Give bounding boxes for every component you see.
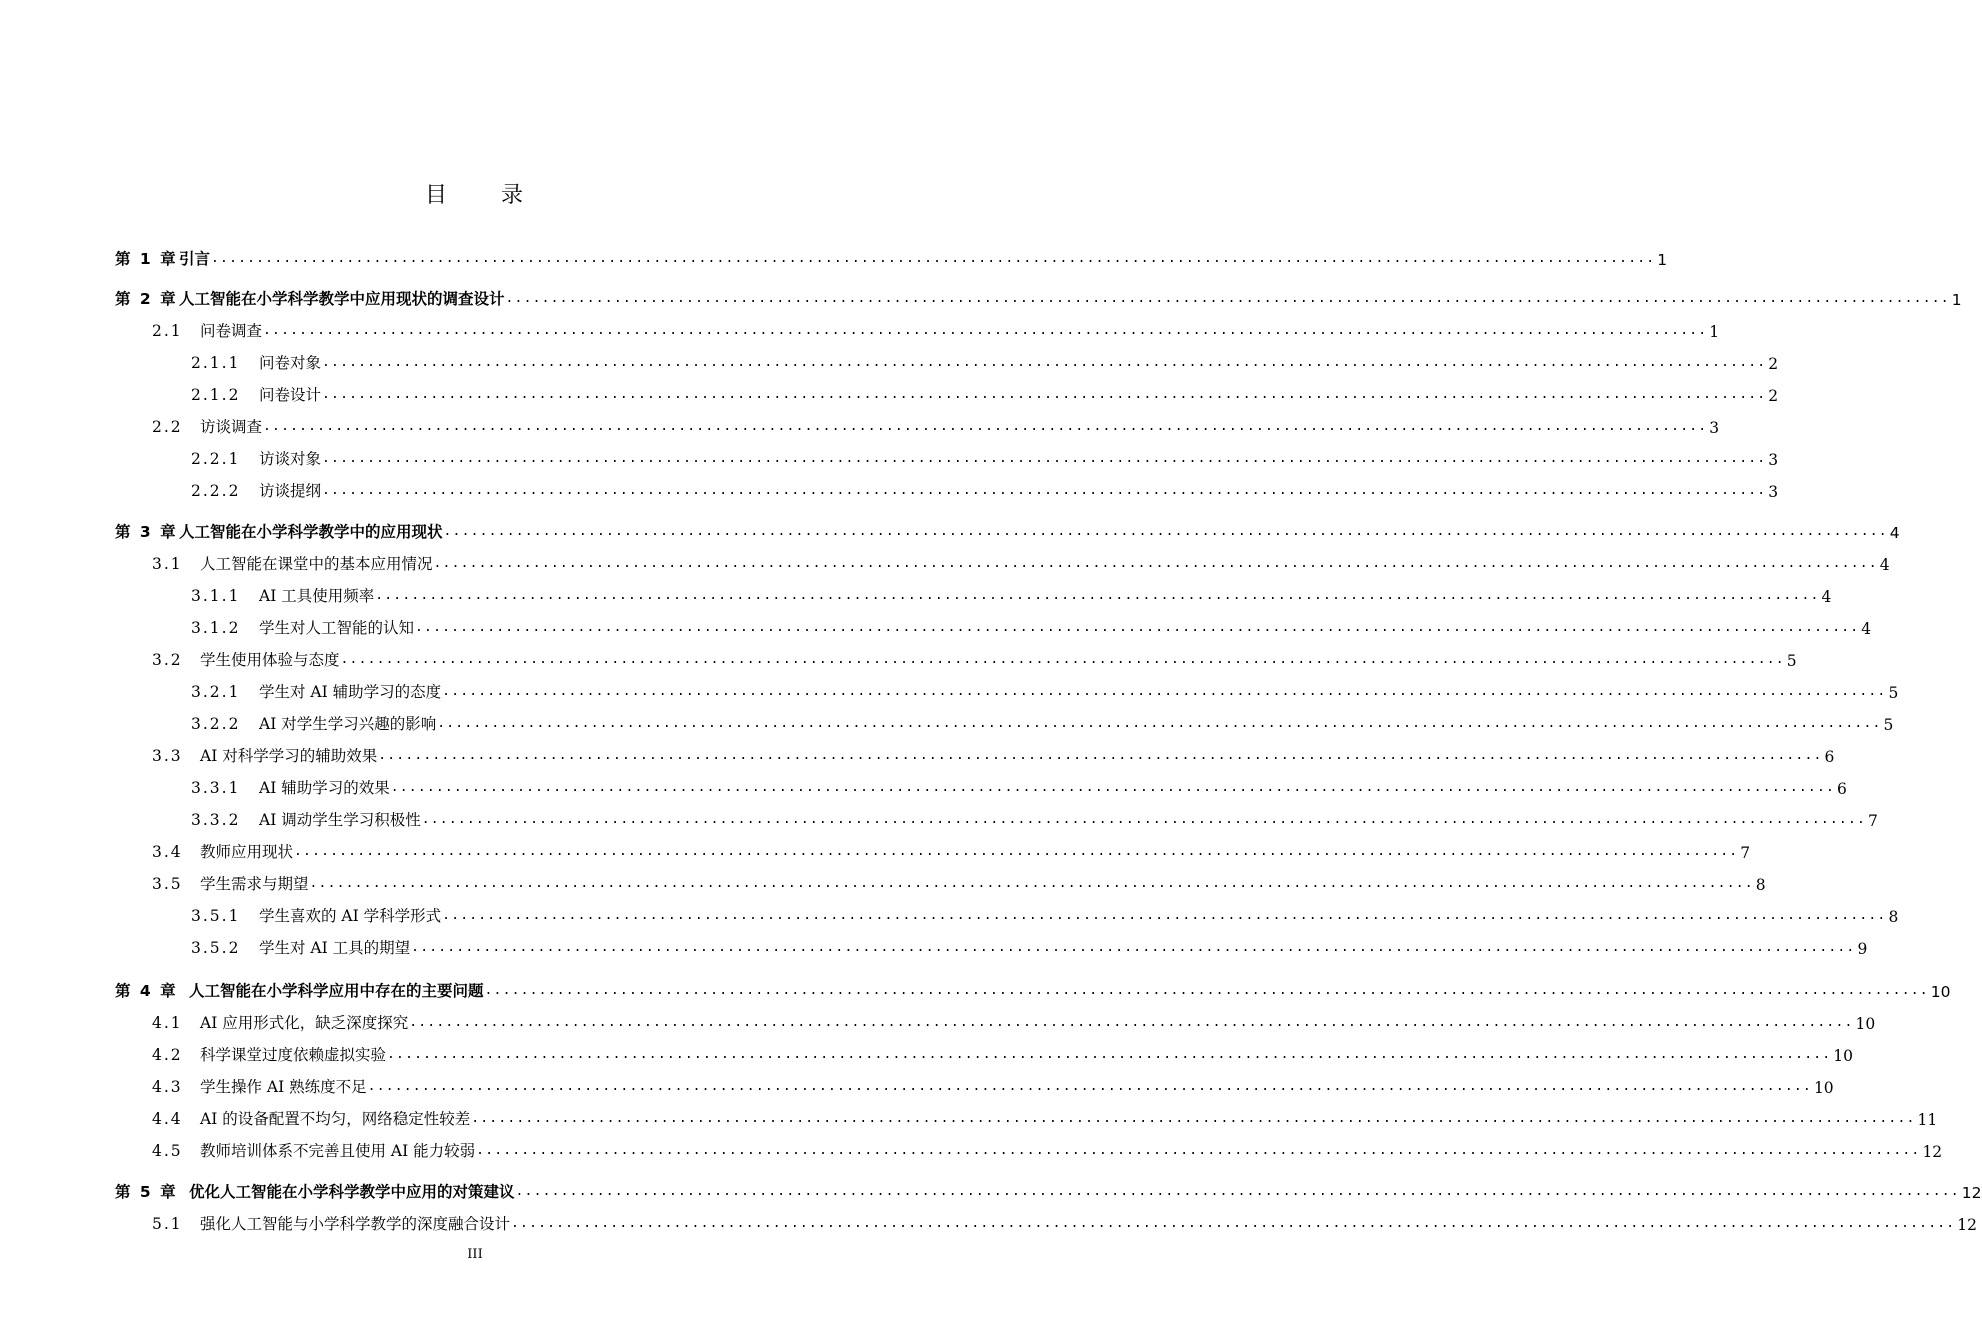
toc-entry-chapter-1[interactable] <box>0 247 1668 269</box>
toc-entry-number: 第 5 章 <box>115 1183 178 1201</box>
toc-entry-number: 2.1.2 <box>191 386 241 404</box>
toc-entry-chapter-3[interactable] <box>0 520 1900 542</box>
toc-entry-number: 3.1.2 <box>191 619 241 637</box>
toc-entry-page: 7 <box>1868 812 1878 830</box>
toc-entry-number: 3.2.2 <box>191 715 241 733</box>
toc-entry-page: 2 <box>1768 387 1779 405</box>
toc-entry-4-2[interactable] <box>0 1043 1854 1065</box>
dot-leader: ................................................................................................................................................................ <box>471 1111 1916 1126</box>
toc-entry-title: 学生对人工智能的认知 <box>259 619 415 637</box>
toc-entry-number: 5.1 <box>152 1215 183 1233</box>
toc-entry-number: 2.2 <box>152 418 183 436</box>
toc-entry-title: 问卷设计 <box>259 386 322 404</box>
toc-entry-number: 2.2.1 <box>191 450 241 468</box>
toc-entry-title: AI 工具使用频率 <box>259 587 375 605</box>
dot-leader: ................................................................................................................................................................ <box>421 812 1867 827</box>
toc-entry-3-5-1[interactable] <box>0 904 1899 926</box>
dot-leader: ................................................................................................................................................................ <box>476 1143 1921 1158</box>
toc-entry-number: 4.3 <box>152 1078 183 1096</box>
toc-entry-page: 5 <box>1786 652 1797 670</box>
toc-entry-page: 3 <box>1768 483 1779 501</box>
toc-entry-2-1-1[interactable] <box>0 351 1779 373</box>
toc-entry-title: 人工智能在课堂中的基本应用情况 <box>200 555 433 573</box>
page-number-footer: III <box>467 1247 483 1262</box>
toc-entry-title: AI 对学生学习兴趣的影响 <box>259 715 437 733</box>
toc-entry-4-3[interactable] <box>0 1075 1834 1097</box>
toc-entry-page: 12 <box>1922 1143 1943 1161</box>
dot-leader: ................................................................................................................................................................ <box>211 251 1656 266</box>
toc-entry-title: AI 对科学学习的辅助效果 <box>200 747 378 765</box>
toc-entry-title: 学生需求与期望 <box>200 875 309 893</box>
toc-entry-page: 10 <box>1813 1079 1834 1097</box>
toc-entry-page: 10 <box>1855 1015 1876 1033</box>
dot-leader: ................................................................................................................................................................ <box>322 355 1767 370</box>
toc-entry-number: 3.1.1 <box>191 587 241 605</box>
dot-leader: ................................................................................................................................................................ <box>443 524 1888 539</box>
toc-entry-title: 问卷调查 <box>200 322 263 340</box>
toc-entry-title: AI 的设备配置不均匀，网络稳定性较差 <box>200 1110 471 1128</box>
toc-entry-page: 12 <box>1957 1216 1978 1234</box>
toc-entry-number: 4.4 <box>152 1110 183 1128</box>
dot-leader: ................................................................................................................................................................ <box>437 716 1882 731</box>
toc-entry-2-1-2[interactable] <box>0 383 1779 405</box>
toc-entry-number: 2.1.1 <box>191 354 241 372</box>
dot-leader: ................................................................................................................................................................ <box>309 876 1754 891</box>
toc-entry-page: 3 <box>1768 451 1779 469</box>
toc-entry-chapter-5[interactable] <box>0 1180 1982 1202</box>
toc-title-char-2: 录 <box>501 183 526 208</box>
dot-leader: ................................................................................................................................................................ <box>263 419 1708 434</box>
toc-entry-title: 科学课堂过度依赖虚拟实验 <box>200 1046 387 1064</box>
toc-entry-3-1-2[interactable] <box>0 616 1872 638</box>
toc-entry-page: 1 <box>1709 323 1720 341</box>
toc-entry-4-5[interactable] <box>0 1139 1943 1161</box>
dot-leader: ................................................................................................................................................................ <box>511 1216 1956 1231</box>
toc-entry-page: 1 <box>1951 291 1962 309</box>
dot-leader: ................................................................................................................................................................ <box>263 323 1708 338</box>
toc-entry-number: 3.4 <box>152 843 183 861</box>
toc-entry-page: 9 <box>1857 940 1868 958</box>
toc-entry-4-4[interactable] <box>0 1107 1938 1129</box>
toc-entry-3-3[interactable] <box>0 744 1835 766</box>
toc-entry-title: 优化人工智能在小学科学教学中应用的对策建议 <box>189 1183 515 1201</box>
toc-entry-page: 5 <box>1883 716 1894 734</box>
dot-leader: ................................................................................................................................................................ <box>415 620 1860 635</box>
dot-leader: ................................................................................................................................................................ <box>294 844 1739 859</box>
dot-leader: ................................................................................................................................................................ <box>411 940 1856 955</box>
toc-entry-2-2-1[interactable] <box>0 447 1779 469</box>
dot-leader: ................................................................................................................................................................ <box>484 983 1929 998</box>
dot-leader: ................................................................................................................................................................ <box>409 1015 1854 1030</box>
toc-entry-title: 教师应用现状 <box>200 843 294 861</box>
toc-entry-number: 3.5.2 <box>191 939 241 957</box>
toc-entry-number: 3.2 <box>152 651 183 669</box>
toc-entry-page: 4 <box>1821 588 1832 606</box>
toc-entry-page: 8 <box>1755 876 1766 894</box>
toc-entry-number: 第 3 章 <box>115 523 178 541</box>
toc-entry-page: 10 <box>1930 983 1951 1001</box>
dot-leader: ................................................................................................................................................................ <box>322 483 1767 498</box>
toc-entry-number: 4.1 <box>152 1014 183 1032</box>
dot-leader: ................................................................................................................................................................ <box>390 780 1836 795</box>
dot-leader: ................................................................................................................................................................ <box>378 748 1823 763</box>
toc-entry-title: 学生喜欢的 AI 学科学形式 <box>259 907 442 925</box>
dot-leader: ................................................................................................................................................................ <box>367 1079 1812 1094</box>
toc-entry-page: 4 <box>1879 556 1890 574</box>
toc-entry-title: 访谈提纲 <box>259 482 322 500</box>
toc-entry-title: 引言 <box>179 250 211 268</box>
toc-entry-3-1[interactable] <box>0 552 1890 574</box>
toc-entry-number: 第 1 章 <box>115 250 178 268</box>
toc-entry-page: 7 <box>1740 844 1751 862</box>
toc-entry-title: AI 辅助学习的效果 <box>259 779 390 797</box>
toc-entry-3-2-1[interactable] <box>0 680 1899 702</box>
toc-entry-number: 3.3.2 <box>191 811 241 829</box>
toc-entry-title: AI 应用形式化，缺乏深度探究 <box>200 1014 409 1032</box>
toc-title-char-1: 目 <box>424 183 449 208</box>
toc-entry-4-1[interactable] <box>0 1011 1876 1033</box>
toc-entry-title: 教师培训体系不完善且使用 AI 能力较弱 <box>200 1142 476 1160</box>
toc-entry-3-3-2[interactable] <box>0 808 1878 830</box>
toc-entry-title: 学生对 AI 工具的期望 <box>259 939 411 957</box>
toc-entry-page: 8 <box>1888 908 1899 926</box>
dot-leader: ................................................................................................................................................................ <box>442 908 1887 923</box>
toc-entry-number: 4.5 <box>152 1142 183 1160</box>
toc-entry-number: 3.3.1 <box>191 779 241 797</box>
toc-entry-title: 强化人工智能与小学科学教学的深度融合设计 <box>200 1215 511 1233</box>
toc-entry-page: 4 <box>1861 620 1872 638</box>
dot-leader: ................................................................................................................................................................ <box>442 684 1887 699</box>
dot-leader: ................................................................................................................................................................ <box>375 588 1820 603</box>
toc-entry-page: 3 <box>1709 419 1720 437</box>
dot-leader: ................................................................................................................................................................ <box>387 1047 1832 1062</box>
toc-entry-chapter-2[interactable] <box>0 287 1962 309</box>
toc-entry-page: 10 <box>1833 1047 1854 1065</box>
toc-entry-number: 3.3 <box>152 747 183 765</box>
toc-entry-number: 4.2 <box>152 1046 183 1064</box>
toc-entry-3-1-1[interactable] <box>0 584 1832 606</box>
toc-entry-number: 第 2 章 <box>115 290 178 308</box>
toc-entry-3-5-2[interactable] <box>0 936 1868 958</box>
toc-entry-number: 2.2.2 <box>191 482 241 500</box>
toc-entry-page: 2 <box>1768 355 1779 373</box>
toc-entry-title: 学生操作 AI 熟练度不足 <box>200 1078 367 1096</box>
dot-leader: ................................................................................................................................................................ <box>505 291 1950 306</box>
dot-leader: ................................................................................................................................................................ <box>515 1184 1960 1199</box>
toc-entry-3-5[interactable] <box>0 872 1766 894</box>
toc-title <box>0 178 950 209</box>
toc-entry-title: 访谈调查 <box>200 418 263 436</box>
toc-entry-page: 11 <box>1917 1111 1938 1129</box>
toc-entry-number: 3.5.1 <box>191 907 241 925</box>
toc-entry-page: 6 <box>1837 780 1847 798</box>
toc-entry-title: 访谈对象 <box>259 450 322 468</box>
toc-entry-title: 人工智能在小学科学教学中的应用现状 <box>179 523 443 541</box>
toc-entry-page: 6 <box>1824 748 1835 766</box>
toc-entry-chapter-4[interactable] <box>0 979 1951 1001</box>
toc-entry-page: 12 <box>1961 1184 1982 1202</box>
toc-entry-5-1[interactable] <box>0 1212 1978 1234</box>
toc-entry-title: 人工智能在小学科学应用中存在的主要问题 <box>189 982 484 1000</box>
toc-entry-number: 3.2.1 <box>191 683 241 701</box>
toc-entry-2-2[interactable] <box>0 415 1720 437</box>
toc-entry-number: 3.1 <box>152 555 183 573</box>
toc-entry-3-2-2[interactable] <box>0 712 1894 734</box>
toc-entry-2-2-2[interactable] <box>0 479 1779 501</box>
toc-entry-3-3-1[interactable] <box>0 776 1847 798</box>
toc-entry-number: 第 4 章 <box>115 982 178 1000</box>
toc-entry-2-1[interactable] <box>0 319 1720 341</box>
toc-entry-title: 问卷对象 <box>259 354 322 372</box>
toc-entry-title: 学生使用体验与态度 <box>200 651 340 669</box>
toc-entry-number: 3.5 <box>152 875 183 893</box>
dot-leader: ................................................................................................................................................................ <box>340 652 1785 667</box>
dot-leader: ................................................................................................................................................................ <box>322 387 1767 402</box>
toc-entry-page: 1 <box>1657 251 1668 269</box>
dot-leader: ................................................................................................................................................................ <box>322 451 1767 466</box>
toc-entry-title: 学生对 AI 辅助学习的态度 <box>259 683 442 701</box>
toc-entry-page: 4 <box>1889 524 1900 542</box>
toc-entry-title: AI 调动学生学习积极性 <box>259 811 421 829</box>
toc-entry-number: 2.1 <box>152 322 183 340</box>
dot-leader: ................................................................................................................................................................ <box>433 556 1878 571</box>
toc-entry-3-2[interactable] <box>0 648 1797 670</box>
toc-entry-page: 5 <box>1888 684 1899 702</box>
toc-entry-title: 人工智能在小学科学教学中应用现状的调查设计 <box>179 290 505 308</box>
toc-entry-3-4[interactable] <box>0 840 1751 862</box>
